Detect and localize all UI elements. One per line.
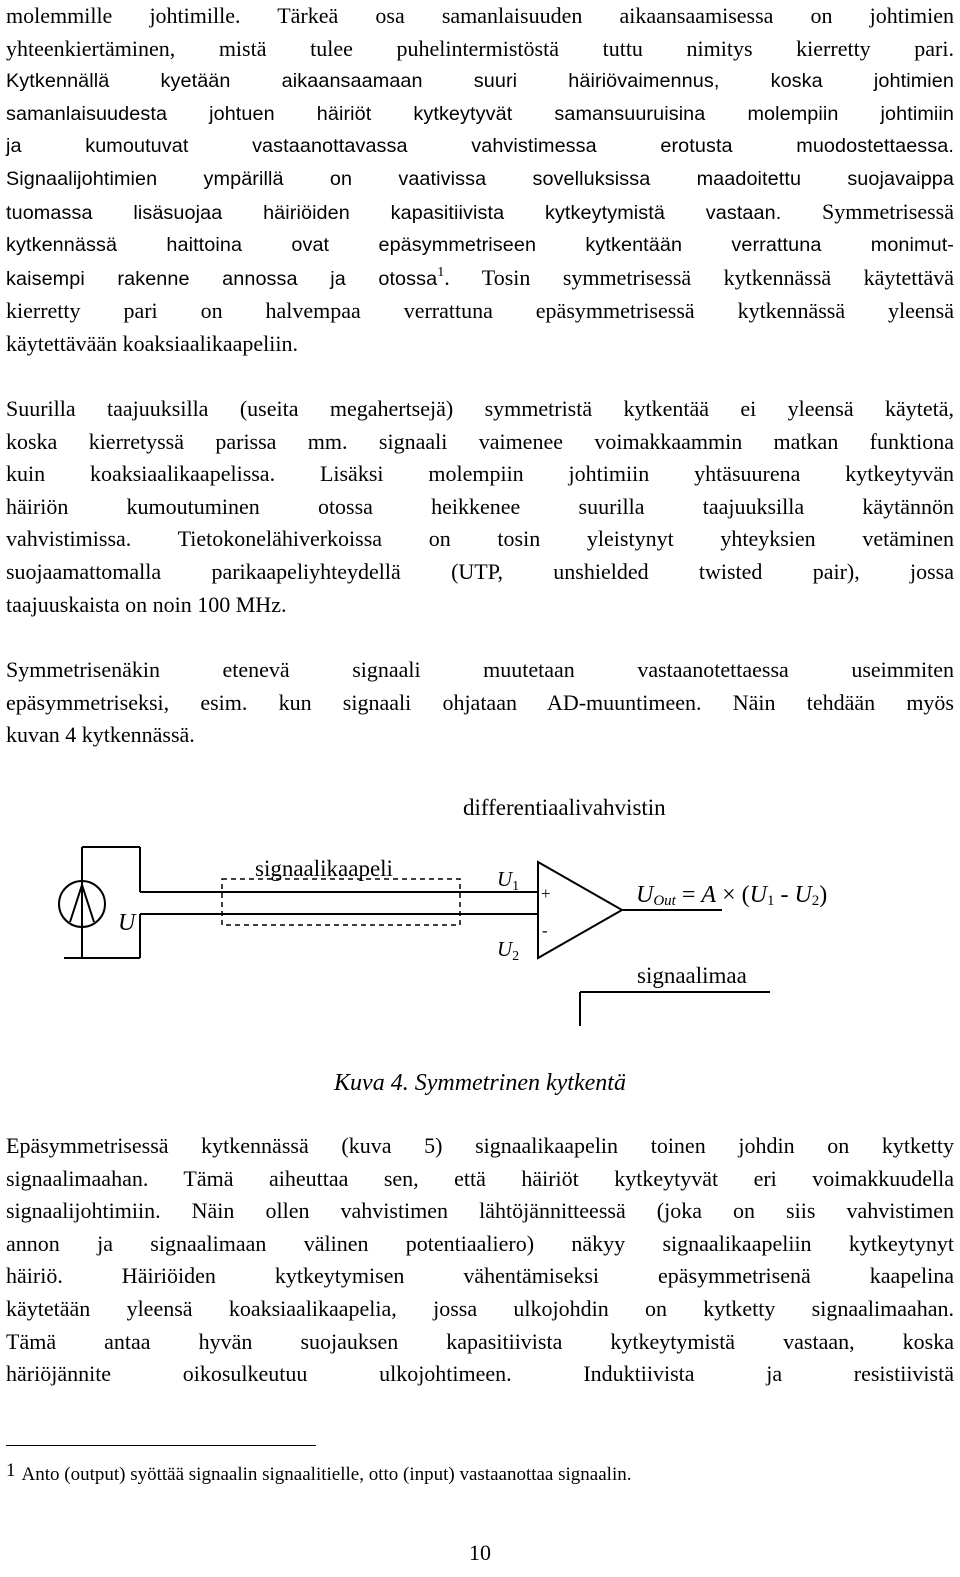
text-line: suojaamattomalla parikaapeliyhteydellä (UTP, unshielded twisted pair), jossa bbox=[6, 558, 954, 584]
text-line: taajuuskaista on noin 100 MHz. bbox=[6, 591, 287, 617]
text-line bbox=[6, 262, 954, 296]
text-line: vahvistimissa. Tietokonelähiverkoissa on tosin yleistynyt yhteyksien vetäminen bbox=[6, 526, 954, 552]
text-line: koska kierretyssä parissa mm. signaali vaimenee voimakkaammin matkan funktiona bbox=[6, 428, 954, 454]
ground-label: signaalimaa bbox=[637, 963, 747, 988]
text-line: Kytkennällä kyetään aikaansaamaan suuri häiriövaimennus, koska johtimien bbox=[6, 70, 954, 93]
text-line: signaalimaahan. Tämä aiheuttaa sen, että häiriöt kytkeytyvät eri voimakkuudella bbox=[6, 1165, 954, 1191]
text-line: kuin koaksiaalikaapelissa. Lisäksi molempiin johtimiin yhtäsuurena kytkeytyvän bbox=[6, 461, 954, 487]
text-line: häiriö. Häiriöiden kytkeytymisen vähentämiseksi epäsymmetrisenä kaapelina bbox=[6, 1263, 954, 1289]
text-run: tuomassa lisäsuojaa häiriöiden kapasitiivista kytkeytymistä vastaan. bbox=[6, 201, 782, 224]
text-line: annon ja signaalimaan välinen potentiaaliero) näkyy signaalikaapeliin kytkeytynyt bbox=[6, 1230, 954, 1256]
text-line: ja kumoutuvat vastaanottavassa vahvistimessa erotusta muodostettaessa. bbox=[6, 135, 954, 158]
text-line: molemmille johtimille. Tärkeä osa samanlaisuuden aikaansaamisessa on johtimien bbox=[6, 3, 954, 28]
text-line: samanlaisuudesta johtuen häiriöt kytkeytyvät samansuuruisina molempiin johtimiin bbox=[6, 102, 954, 125]
circuit-diagram bbox=[0, 780, 960, 1050]
text-line: kierretty pari on halvempaa verrattuna epäsymmetrisessä kytkennässä yleensä bbox=[6, 298, 954, 324]
footnote bbox=[6, 1460, 954, 1486]
ground-icon bbox=[580, 992, 770, 1026]
text-line: häiriön kumoutuminen otossa heikkenee suurilla taajuuksilla käytännön bbox=[6, 493, 954, 519]
footnote-divider bbox=[6, 1445, 316, 1446]
text-line: häriöjännite oikosulkeutuu ulkojohtimeen. Induktiivista ja resistiivistä bbox=[6, 1361, 954, 1387]
minus-sign: - bbox=[542, 921, 548, 940]
text-line: käytettävään koaksiaalikaapeliin. bbox=[6, 330, 298, 356]
paragraph-3 bbox=[6, 654, 954, 752]
text-run: kaisempi rakenne annossa ja otossa bbox=[6, 267, 438, 290]
page-number: 10 bbox=[469, 1540, 491, 1565]
amplifier-icon bbox=[538, 862, 622, 958]
text-line: käytetään yleensä koaksiaalikaapelia, jossa ulkojohdin on kytketty signaalimaahan. bbox=[6, 1295, 954, 1321]
figure-caption: Kuva 4. Symmetrinen kytkentä bbox=[334, 1070, 626, 1096]
text-line: Epäsymmetrisessä kytkennässä (kuva 5) signaalikaapelin toinen johdin on kytketty bbox=[6, 1133, 954, 1158]
paragraph-2 bbox=[6, 393, 954, 621]
input-2-label: U2 bbox=[497, 937, 520, 964]
text-line: yhteenkiertäminen, mistä tulee puhelintermistöstä tuttu nimitys kierretty pari. bbox=[6, 35, 954, 61]
cable-shield bbox=[222, 879, 460, 925]
text-line: kuvan 4 kytkennässä. bbox=[6, 722, 195, 748]
input-1-label: U1 bbox=[497, 867, 520, 894]
text-run: . Tosin symmetrisessä kytkennässä käytettävä bbox=[444, 264, 954, 290]
text-line: signaalijohtimiin. Näin ollen vahvistimen lähtöjännitteessä (joka on siis vahvistimen bbox=[6, 1198, 954, 1224]
footnote-mark: 1 bbox=[6, 1460, 16, 1481]
text-line: Tämä antaa hyvän suojauksen kapasitiivista kytkeytymistä vastaan, koska bbox=[6, 1328, 954, 1354]
footnote-ref: 1 bbox=[437, 264, 445, 280]
text-line: kytkennässä haittoina ovat epäsymmetriseen kytkentään verrattuna monimut- bbox=[6, 234, 954, 257]
output-equation: UOut = A × (U1 - U2) bbox=[636, 882, 828, 909]
paragraph-1 bbox=[6, 0, 954, 361]
text-line bbox=[6, 196, 954, 230]
paragraph-4 bbox=[6, 1130, 954, 1391]
text-line: Suurilla taajuuksilla (useita megahertsejä) symmetristä kytkentää ei yleensä käytetä, bbox=[6, 396, 954, 421]
text-run: Symmetrisessä bbox=[781, 198, 954, 224]
footnote-text: Anto (output) syöttää signaalin signaalitielle, otto (input) vastaanottaa signaalin. bbox=[21, 1464, 632, 1485]
cable-label: signaalikaapeli bbox=[255, 856, 393, 881]
text-line: Signaalijohtimien ympärillä on vaativissa sovelluksissa maadoitettu suojavaippa bbox=[6, 167, 954, 190]
source-label: U bbox=[118, 910, 136, 936]
plus-sign: + bbox=[541, 884, 551, 903]
amplifier-label: differentiaalivahvistin bbox=[463, 795, 666, 820]
voltage-source-icon bbox=[59, 847, 140, 958]
text-line: Symmetrisenäkin etenevä signaali muutetaan vastaanotettaessa useimmiten bbox=[6, 657, 954, 682]
text-line: epäsymmetriseksi, esim. kun signaali ohjataan AD-muuntimeen. Näin tehdään myös bbox=[6, 689, 954, 715]
